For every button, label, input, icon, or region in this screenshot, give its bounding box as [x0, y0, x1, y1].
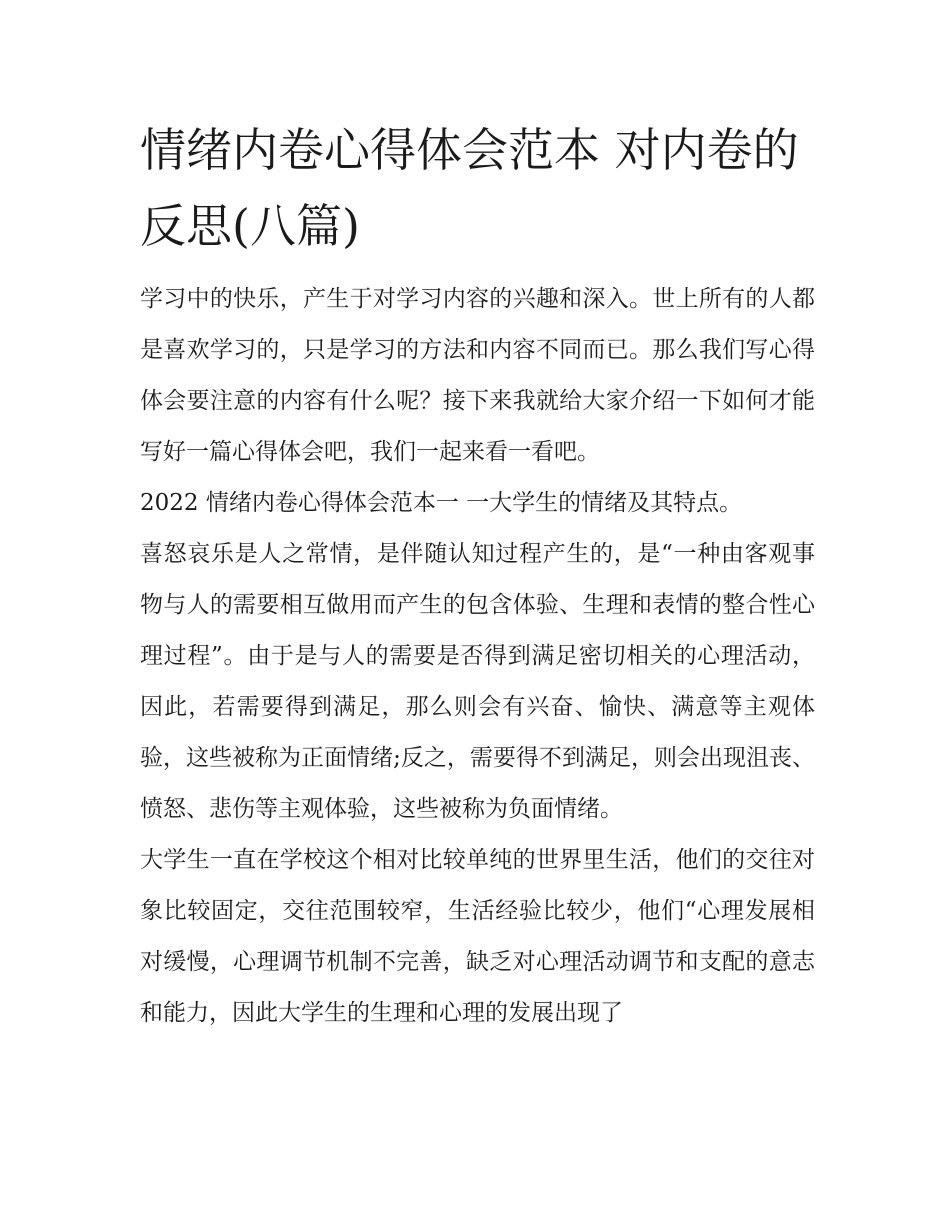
student-emotion-paragraph: 大学生一直在学校这个相对比较单纯的世界里生活，他们的交往对象比较固定，交往范围较窄，生活经验比较少，他们“心理发展相对缓慢，心理调节机制不完善，缺乏对心理活动调节和支配的意志和能力，因此大学生的生理和心理的发展出现了 — [140, 847, 815, 1026]
section-heading-paragraph: 2022 情绪内卷心得体会范本一 一大学生的情绪及其特点。 — [140, 490, 743, 516]
document-title: 情绪内卷心得体会范本 对内卷的反思(八篇) — [140, 123, 799, 253]
document-body — [140, 274, 815, 1039]
intro-paragraph: 学习中的快乐，产生于对学习内容的兴趣和深入。世上所有的人都是喜欢学习的，只是学习的方法和内容不同而已。那么我们写心得体会要注意的内容有什么呢？接下来我就给大家介绍一下如何才能写好一篇心得体会吧，我们一起来看一看吧。 — [140, 286, 815, 465]
document-page — [140, 112, 815, 1039]
emotion-definition-paragraph: 喜怒哀乐是人之常情，是伴随认知过程产生的，是“一种由客观事物与人的需要相互做用而产生的包含体验、生理和表情的整合性心理过程”。由于是与人的需要是否得到满足密切相关的心理活动，因此，若需要得到满足，那么则会有兴奋、愉快、满意等主观体验，这些被称为正面情绪;反之，需要得不到满足，则会出现沮丧、愤怒、悲伤等主观体验，这些被称为负面情绪。 — [140, 541, 815, 822]
